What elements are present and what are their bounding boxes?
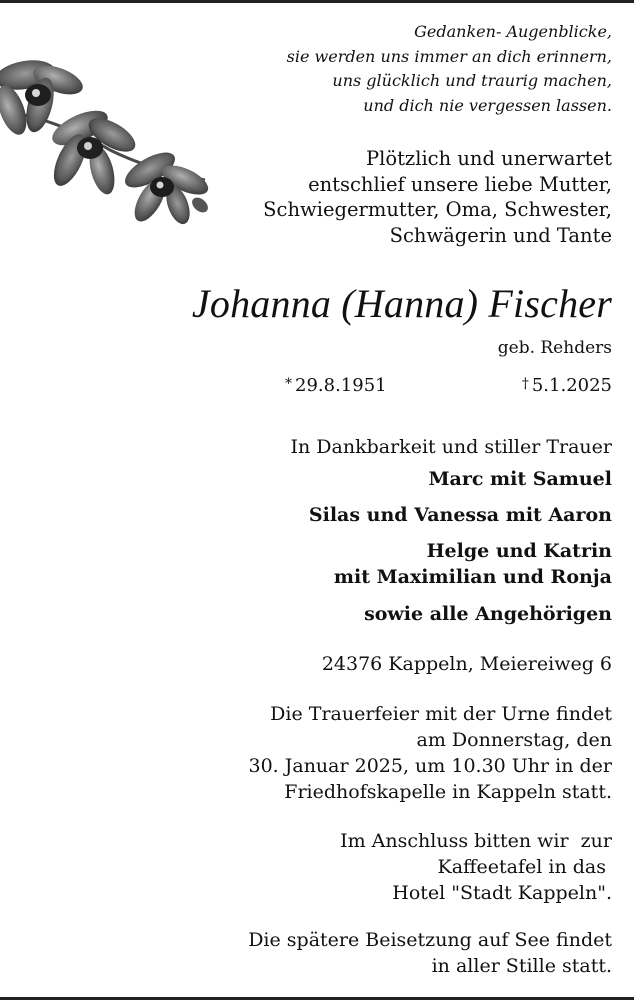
announcement-line: Schwägerin und Tante bbox=[389, 223, 612, 247]
poem-line: und dich nie vergessen lassen. bbox=[363, 95, 612, 115]
poem bbox=[287, 20, 612, 118]
address: 24376 Kappeln, Meiereiweg 6 bbox=[321, 653, 612, 675]
ceremony-line: Die Trauerfeier mit der Urne findet bbox=[270, 703, 612, 725]
poem-line: uns glücklich und traurig machen, bbox=[332, 71, 612, 90]
mourner-group bbox=[428, 466, 612, 492]
burial-info bbox=[248, 927, 612, 979]
mourner-group bbox=[309, 502, 612, 528]
burial-line: in aller Stille statt. bbox=[431, 955, 612, 977]
reception-line: Kaffeetafel in das bbox=[437, 856, 606, 878]
ceremony-line: 30. Januar 2025, um 10.30 Uhr in der bbox=[248, 755, 612, 777]
mourner-group bbox=[334, 538, 612, 590]
ceremony-line: Friedhofskapelle in Kappeln statt. bbox=[284, 781, 612, 803]
mourner-group bbox=[364, 601, 612, 627]
reception-line: Hotel "Stadt Kappeln". bbox=[392, 882, 612, 904]
mourner-line: Marc mit Samuel bbox=[428, 468, 612, 490]
poem-line: sie werden uns immer an dich erinnern, bbox=[286, 46, 612, 66]
mourner-line: Silas und Vanessa mit Aaron bbox=[308, 504, 612, 526]
ceremony-line: am Donnerstag, den bbox=[416, 729, 612, 751]
announcement-line: Plötzlich und unerwartet bbox=[366, 147, 612, 170]
poem-line: Gedanken- Augenblicke, bbox=[414, 22, 612, 41]
deceased-name: Johanna (Hanna) Fischer bbox=[191, 281, 612, 326]
birth-date-value: 29.8.1951 bbox=[295, 375, 387, 396]
mourner-line: Helge und Katrin bbox=[426, 540, 612, 562]
cross-symbol: † bbox=[521, 376, 529, 392]
birth-name: geb. Rehders bbox=[497, 338, 612, 358]
orchid-flowers-icon bbox=[0, 50, 215, 225]
burial-line: Die spätere Beisetzung auf See findet bbox=[248, 929, 612, 951]
top-border bbox=[0, 0, 634, 3]
reception-info bbox=[340, 828, 612, 906]
announcement-line: entschlief unsere liebe Mutter, bbox=[308, 172, 612, 196]
announcement-line: Schwiegermutter, Oma, Schwester, bbox=[263, 198, 612, 221]
ceremony-info bbox=[249, 701, 613, 805]
mourners-intro: In Dankbarkeit und stiller Trauer bbox=[290, 436, 612, 458]
death-date bbox=[522, 372, 612, 398]
mourner-line: sowie alle Angehörigen bbox=[364, 603, 612, 625]
death-date-value: 5.1.2025 bbox=[531, 375, 612, 396]
birth-symbol: * bbox=[285, 376, 292, 392]
death-announcement bbox=[263, 146, 612, 248]
reception-line: Im Anschluss bitten wir zur bbox=[340, 830, 612, 852]
mourner-line: mit Maximilian und Ronja bbox=[333, 566, 612, 588]
birth-date bbox=[285, 372, 387, 398]
